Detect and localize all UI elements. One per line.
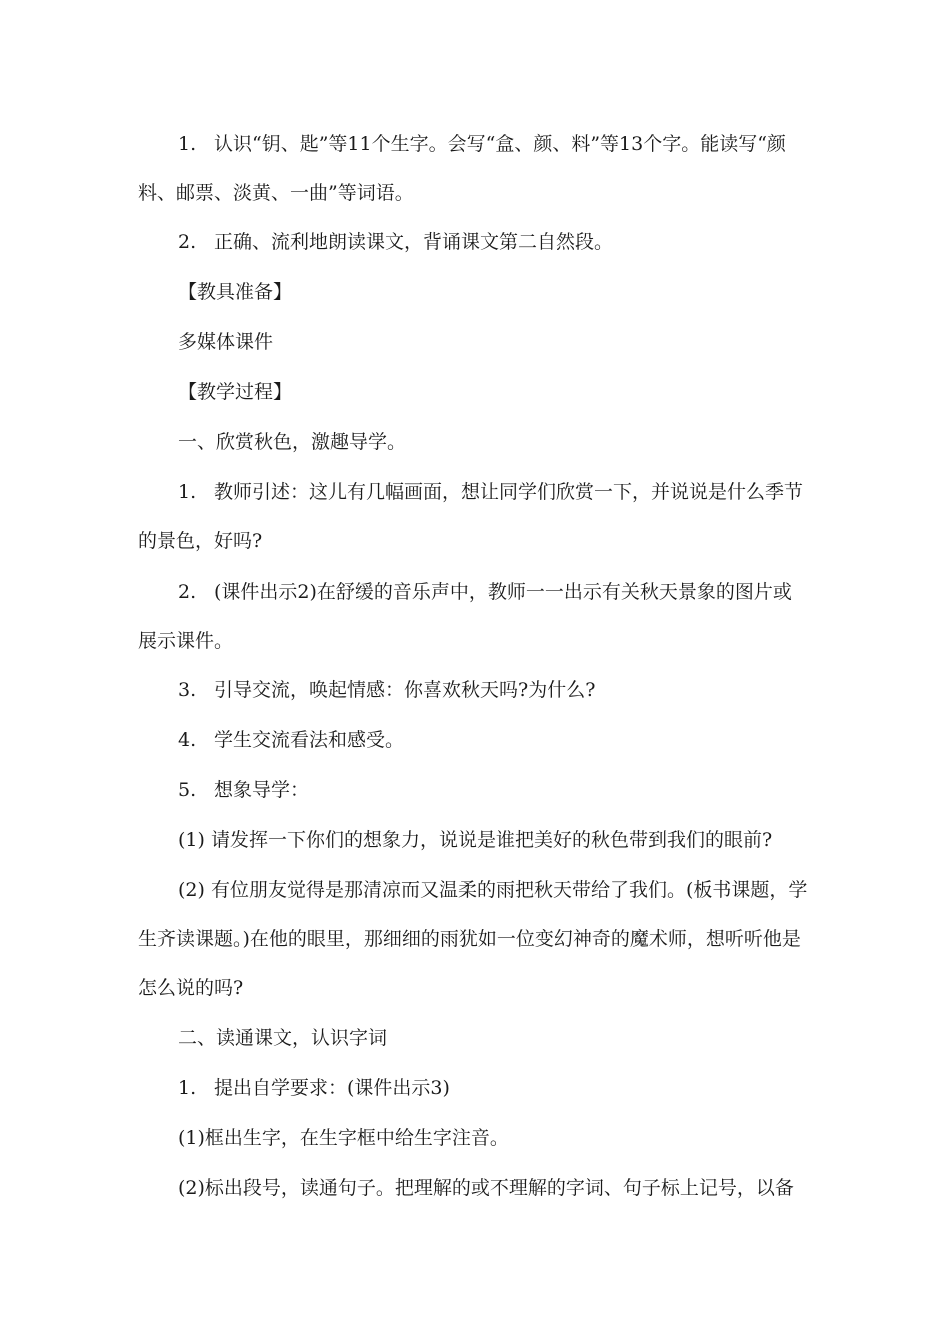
item-number: 2. <box>178 231 197 253</box>
item-number: 2. <box>178 581 197 603</box>
step-1-item-4 <box>138 716 808 765</box>
step-1-item-2 <box>138 568 808 666</box>
paragraph-text: 提出自学要求：(课件出示3) <box>214 1077 450 1099</box>
item-number: 4. <box>178 729 197 751</box>
item-number: 1. <box>178 481 197 503</box>
paragraph-text: 教师引述：这儿有几幅画面，想让同学们欣赏一下，并说说是什么季节的景色，好吗? <box>138 481 804 552</box>
paragraph-text: 学生交流看法和感受。 <box>214 729 405 751</box>
step-1-item-3 <box>138 666 808 715</box>
item-number: 1. <box>178 133 197 155</box>
item-number: 1. <box>178 1077 197 1099</box>
paragraph-text: (课件出示2)在舒缓的音乐声中，教师一一出示有关秋天景象的图片或展示课件。 <box>138 581 792 652</box>
sub-item-2: (2) 有位朋友觉得是那清凉而又温柔的雨把秋天带给了我们。(板书课题，学生齐读课题。)在他的眼里，那细细的雨犹如一位变幻神奇的魔术师，想听听他是怎么说的吗? <box>138 879 808 999</box>
sub-item-4: (2)标出段号，读通句子。把理解的或不理解的字词、句子标上记号，以备 <box>178 1177 794 1199</box>
step-2-item-1 <box>138 1064 808 1113</box>
paragraph-text: 想象导学： <box>214 779 310 801</box>
objective-1 <box>138 120 808 218</box>
sub-item-3: (1)框出生字，在生字框中给生字注音。 <box>178 1127 509 1149</box>
step-1-item-1 <box>138 468 808 566</box>
paragraph-text: 认识“钥、匙”等11个生字。会写“盒、颜、料”等13个字。能读写“颜料、邮票、淡黄、一曲”等词语。 <box>138 133 786 204</box>
step-heading-1: 一、欣赏秋色，激趣导学。 <box>178 431 407 453</box>
item-number: 5. <box>178 779 197 801</box>
sub-item-1: (1) 请发挥一下你们的想象力，说说是谁把美好的秋色带到我们的眼前? <box>178 829 773 851</box>
section-heading-process: 【教学过程】 <box>178 381 293 403</box>
section-heading-materials: 【教具准备】 <box>178 281 293 303</box>
item-number: 3. <box>178 679 197 701</box>
step-heading-2: 二、读通课文，认识字词 <box>178 1027 388 1049</box>
paragraph-text: 引导交流，唤起情感：你喜欢秋天吗?为什么? <box>214 679 596 701</box>
paragraph-text: 正确、流利地朗读课文，背诵课文第二自然段。 <box>214 231 614 253</box>
objective-2 <box>138 218 808 267</box>
step-1-item-5 <box>138 766 808 815</box>
materials-text: 多媒体课件 <box>178 331 274 353</box>
